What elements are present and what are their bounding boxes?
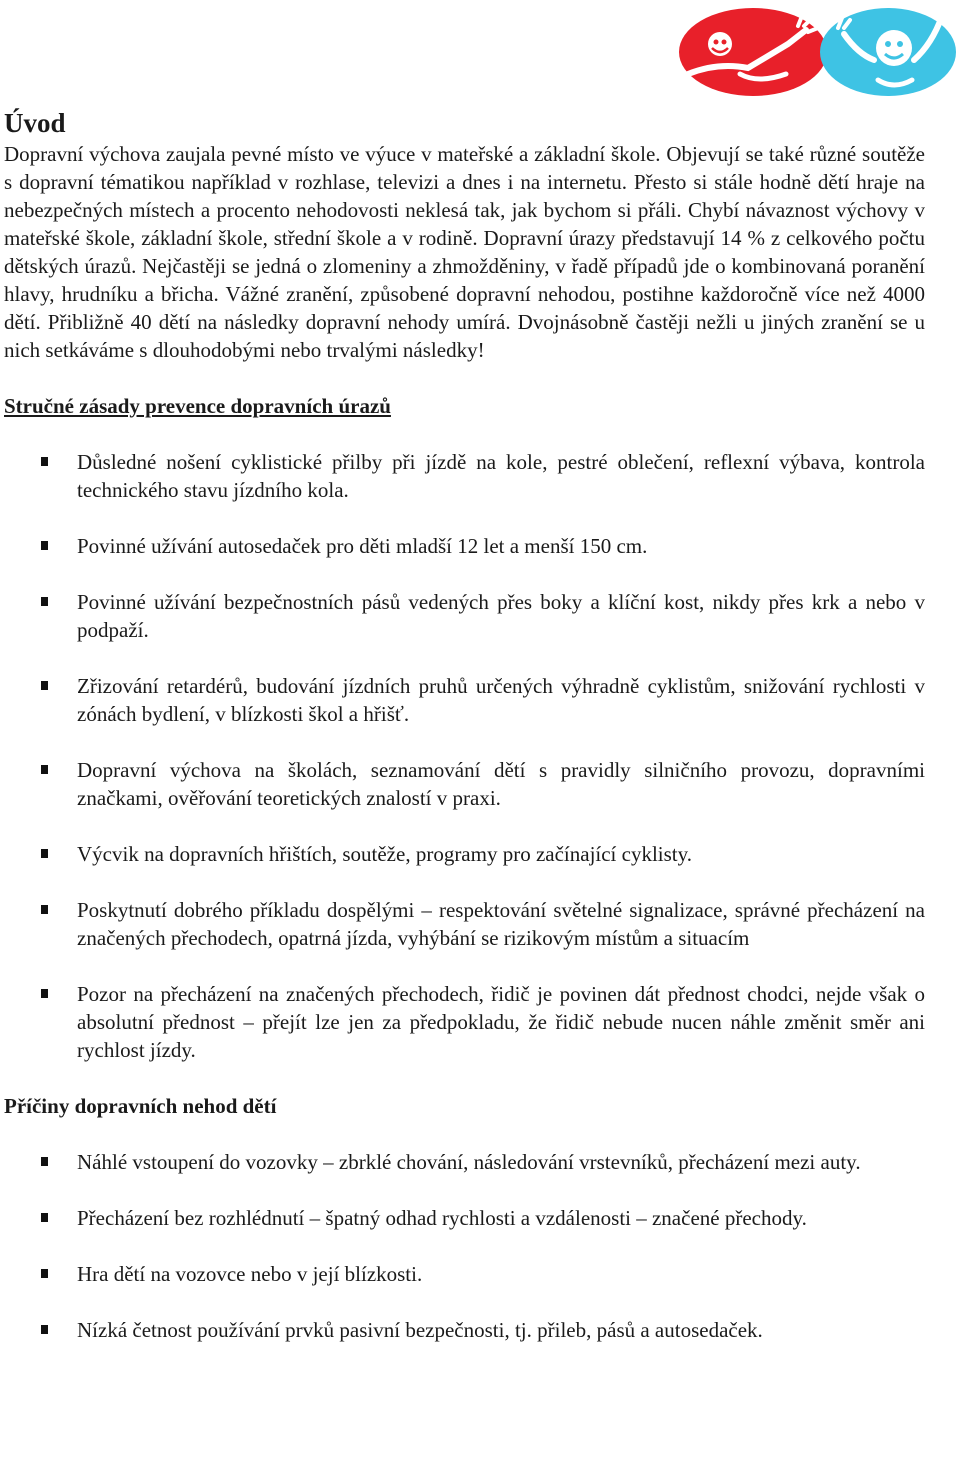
bullet-square-icon: [41, 1269, 48, 1278]
list-item: [4, 1148, 925, 1176]
children-logo: [678, 4, 958, 96]
list-item: [4, 1260, 925, 1288]
bullet-square-icon: [41, 681, 48, 690]
list-item-text: Nízká četnost používání prvků pasivní bezpečnosti, tj. přileb, pásů a autosedaček.: [77, 1318, 763, 1342]
causes-list: [4, 1148, 925, 1344]
prevention-heading: Stručné zásady prevence dopravních úrazů: [4, 394, 391, 418]
list-item-text: Náhlé vstoupení do vozovky – zbrklé chování, následování vrstevníků, přecházení mezi auty.: [77, 1150, 861, 1174]
document-body: [4, 106, 925, 1344]
bullet-square-icon: [41, 989, 48, 998]
intro-paragraph: Dopravní výchova zaujala pevné místo ve výuce v mateřské a základní škole. Objevují se také různé soutěže s dopravní tématikou například v rozhlase, televizi a dnes i na internetu. Přesto si stále hodně dětí hraje na nebezpečných místech a procento nehodovosti neklesá tak, jak bychom si přáli. Chybí návaznost výchovy v mateřské škole, základní škole, střední škole a v rodině. Dopravní úrazy představují 14 % z celkového počtu dětských úrazů. Nejčastěji se jedná o zlomeniny a zhmožděniny, v řadě případů jde o kombinovaná poranění hlavy, hrudníku a břicha. Vážné zranění, způsobené dopravní nehodou, postihne každoročně více než 4000 dětí. Přibližně 40 dětí na následky dopravní nehody umírá. Dvojnásobně častěji nežli u jiných zranění se u nich setkáváme s dlouhodobými nebo trvalými následky!: [4, 142, 925, 362]
bullet-square-icon: [41, 1325, 48, 1334]
list-item: [4, 840, 925, 868]
list-item-text: Hra dětí na vozovce nebo v její blízkosti.: [77, 1262, 423, 1286]
list-item: [4, 896, 925, 952]
bullet-square-icon: [41, 457, 48, 466]
prevention-list: [4, 448, 925, 1064]
list-item: [4, 1204, 925, 1232]
list-item: [4, 672, 925, 728]
red-child-figure: [679, 8, 827, 96]
page-title: Úvod: [4, 108, 66, 138]
list-item: [4, 756, 925, 812]
list-item-text: Povinné užívání autosedaček pro děti mladší 12 let a menší 150 cm.: [77, 534, 648, 558]
bullet-square-icon: [41, 765, 48, 774]
list-item: [4, 532, 925, 560]
list-item-text: Přecházení bez rozhlédnutí – špatný odhad rychlosti a vzdálenosti – značené přechody.: [77, 1206, 807, 1230]
bullet-square-icon: [41, 905, 48, 914]
list-item: [4, 588, 925, 644]
causes-heading: Příčiny dopravních nehod dětí: [4, 1094, 277, 1118]
bullet-square-icon: [41, 597, 48, 606]
list-item-text: Důsledné nošení cyklistické přilby při jízdě na kole, pestré oblečení, reflexní výbava, kontrola technického stavu jízdního kola.: [77, 450, 925, 502]
list-item: [4, 1316, 925, 1344]
bullet-square-icon: [41, 1157, 48, 1166]
bullet-square-icon: [41, 1213, 48, 1222]
blue-child-figure: [820, 6, 956, 96]
list-item-text: Zřizování retardérů, budování jízdních pruhů určených výhradně cyklistům, snižování rychlosti v zónách bydlení, v blízkosti škol a hřišť.: [77, 674, 925, 726]
bullet-square-icon: [41, 849, 48, 858]
list-item-text: Výcvik na dopravních hřištích, soutěže, programy pro začínající cyklisty.: [77, 842, 693, 866]
list-item-text: Poskytnutí dobrého příkladu dospělými – respektování světelné signalizace, správné přecházení na značených přechodech, opatrná jízda, vyhýbání se rizikovým místům a situacím: [77, 898, 925, 950]
bullet-square-icon: [41, 541, 48, 550]
list-item-text: Povinné užívání bezpečnostních pásů vedených přes boky a klíční kost, nikdy přes krk a nebo v podpaží.: [77, 590, 925, 642]
list-item-text: Pozor na přecházení na značených přechodech, řidič je povinen dát přednost chodci, nejde však o absolutní přednost – přejít lze jen za předpokladu, že řidič nebude nucen náhle změnit směr ani rychlost jízdy.: [77, 982, 925, 1062]
list-item: [4, 980, 925, 1064]
list-item-text: Dopravní výchova na školách, seznamování dětí s pravidly silničního provozu, dopravními značkami, ověřování teoretických znalostí v praxi.: [77, 758, 925, 810]
list-item: [4, 448, 925, 504]
